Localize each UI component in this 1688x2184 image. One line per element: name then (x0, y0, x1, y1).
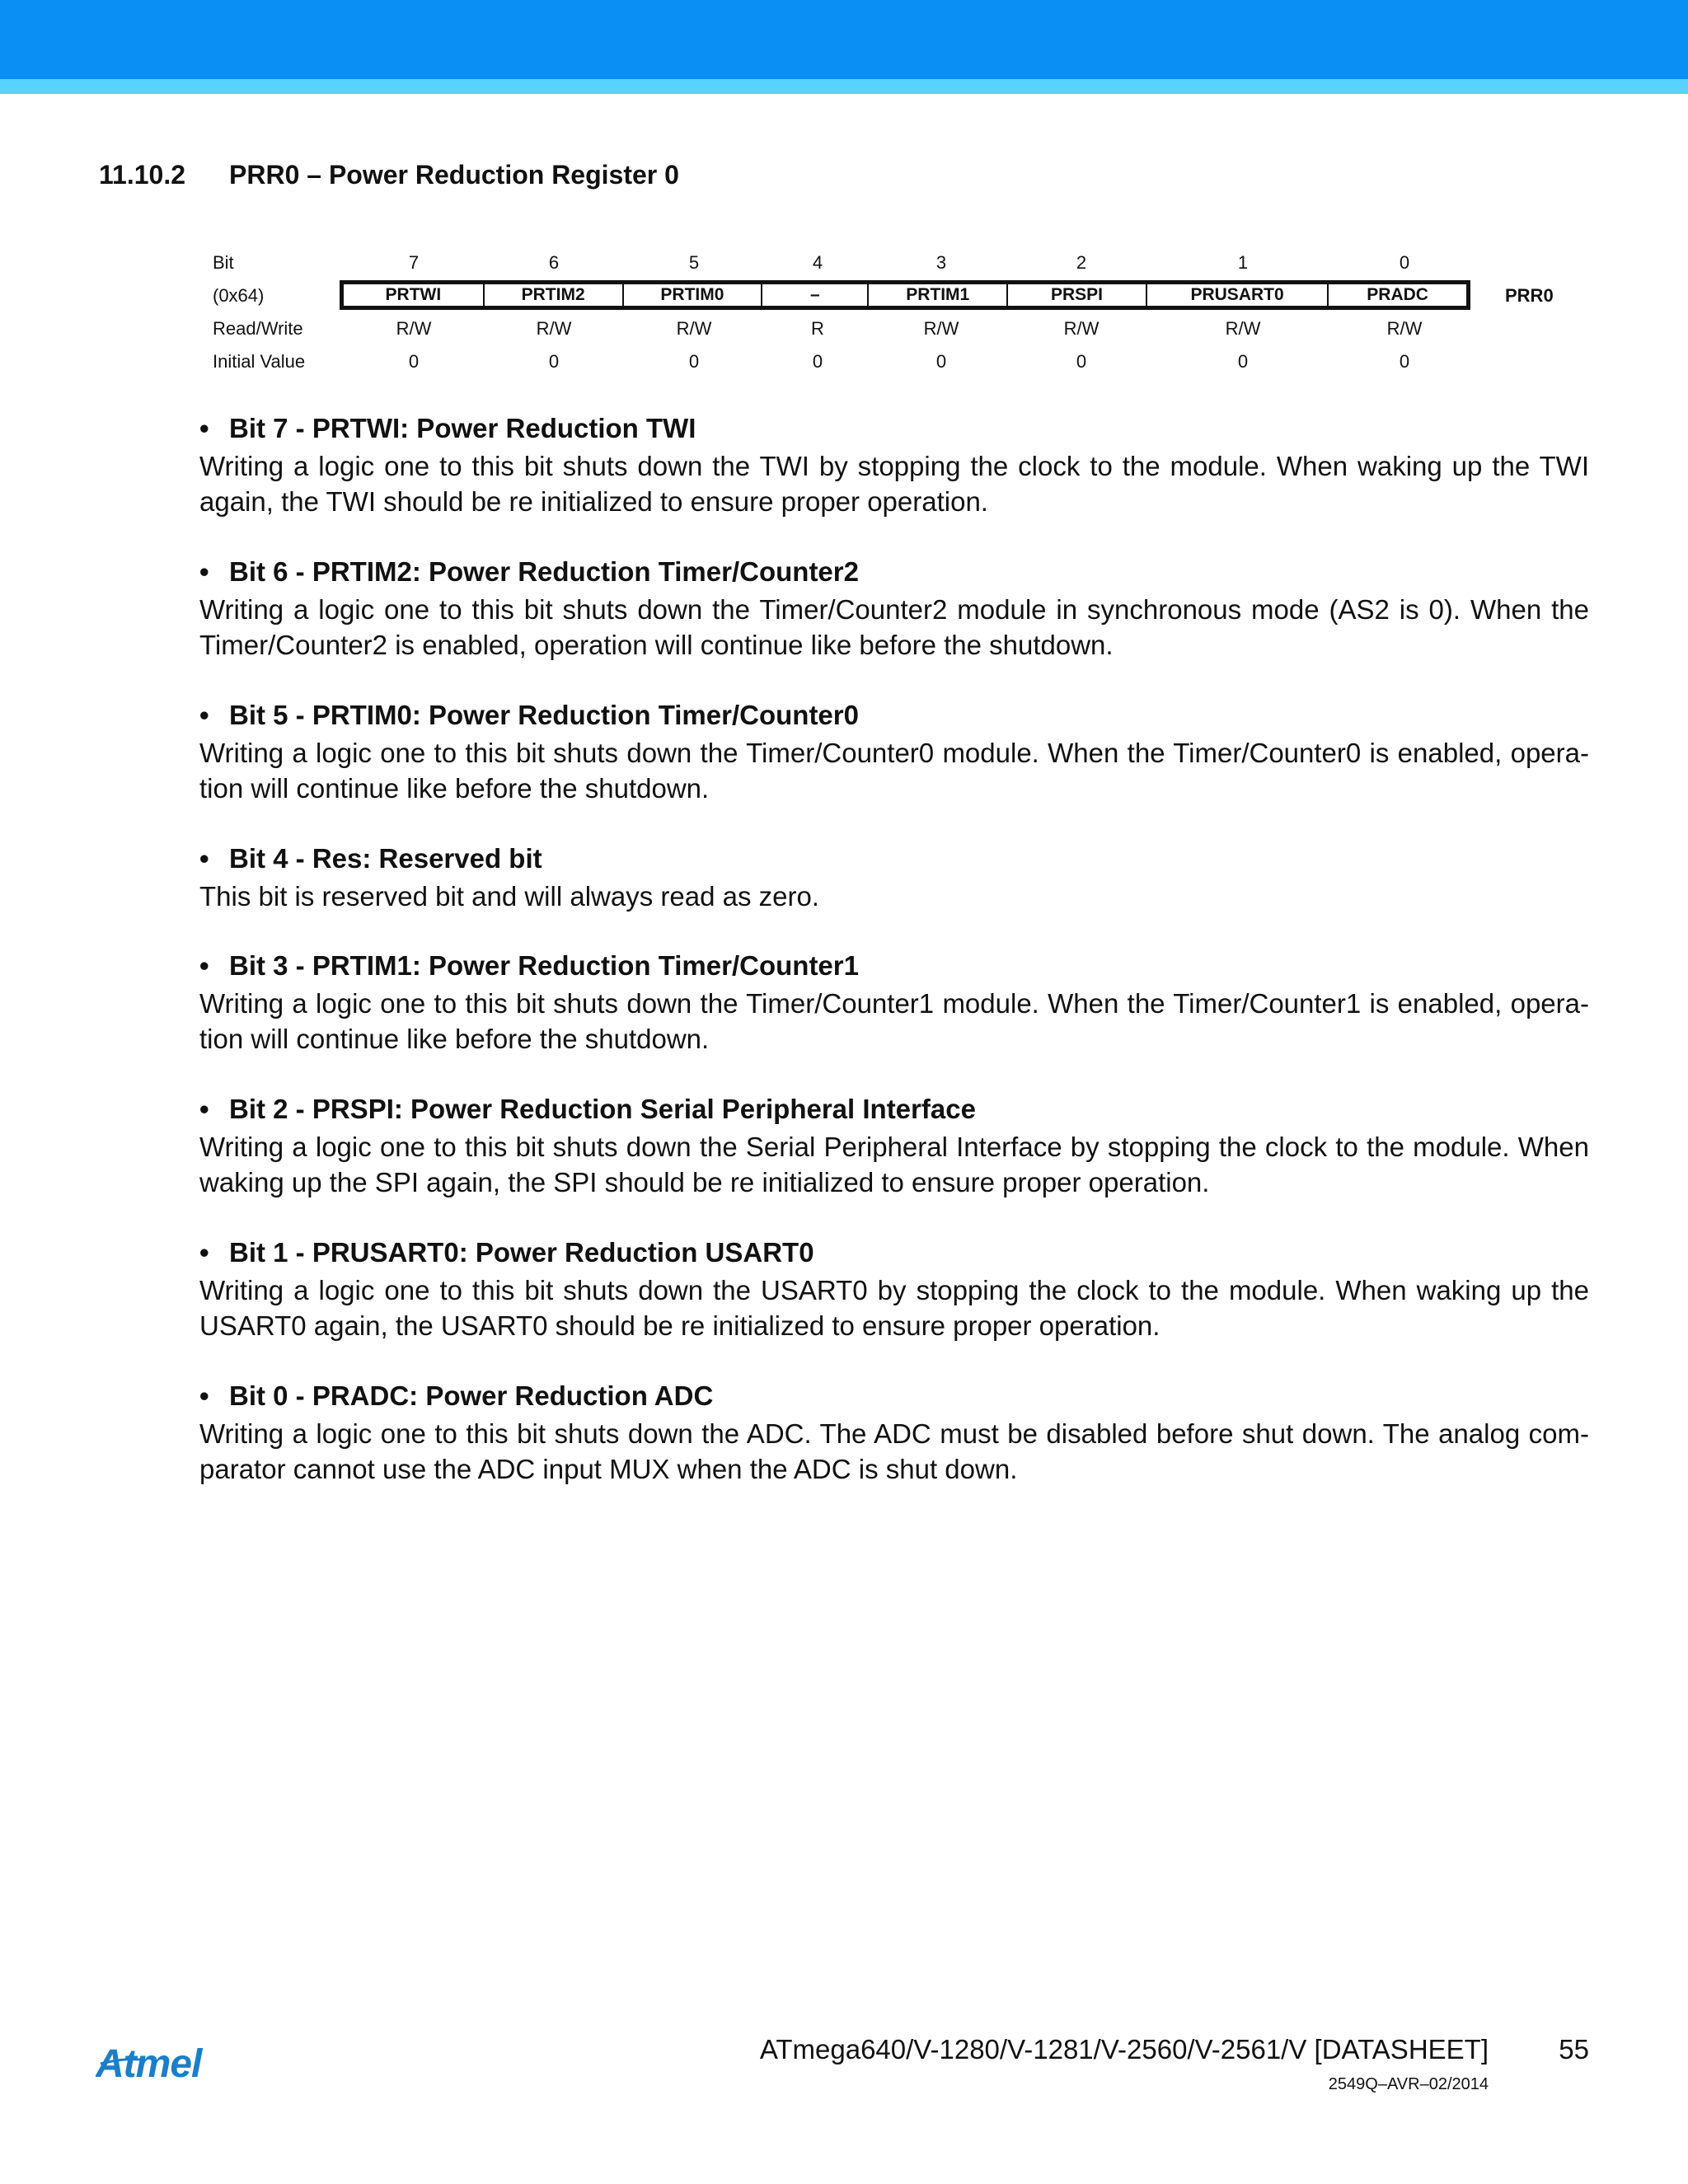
bullet-icon: • (199, 700, 209, 730)
register-field-bit-3: PRTIM1 (867, 284, 1006, 306)
bit-number-bit-2: 2 (1076, 252, 1087, 273)
rw-value-bit-4: R (811, 318, 824, 339)
page-number: 55 (1559, 2034, 1589, 2064)
bit-description (199, 555, 1589, 663)
rw-value-bit-0: R/W (1386, 318, 1423, 339)
register-field-bit-0: PRADC (1327, 284, 1466, 306)
bit-heading-text: Bit 7 - PRTWI: Power Reduction TWI (229, 413, 696, 443)
bit-heading (199, 699, 1589, 732)
initial-value-bit-7: 0 (408, 351, 420, 372)
document-title: ATmega640/V-1280/V-1281/V-2560/V-2561/V [DATASHEET] (759, 2034, 1489, 2064)
section-number: 11.10.2 (99, 160, 185, 190)
bit-heading-text: Bit 4 - Res: Reserved bit (229, 843, 542, 874)
bit-heading (199, 1236, 1589, 1269)
bit-number-bit-3: 3 (935, 252, 947, 273)
bit-body: Writing a logic one to this bit shuts down the Timer/Counter1 module. When the Timer/Counter1 is enabled, opera-tion will continue like before the shutdown. (199, 988, 1589, 1054)
init-row-label: Initial Value (213, 351, 306, 372)
bit-heading-text: Bit 6 - PRTIM2: Power Reduction Timer/Counter2 (229, 556, 859, 587)
bit-heading (199, 949, 1589, 982)
register-field-bit-7: PRTWI (385, 285, 442, 304)
svg-text:Atmel: Atmel (96, 2042, 202, 2086)
section-title: PRR0 – Power Reduction Register 0 (229, 160, 679, 190)
bit-description (199, 1236, 1589, 1343)
bit-body: Writing a logic one to this bit shuts down the USART0 by stopping the clock to the module. When waking up the USART0 again, the USART0 should be re initialized to ensure proper operation. (199, 1275, 1589, 1341)
register-field-bit-1: PRUSART0 (1146, 284, 1327, 306)
bit-body: Writing a logic one to this bit shuts down the ADC. The ADC must be disabled before shut down. The analog com-parator cannot use the ADC input MUX when the ADC is shut down. (199, 1418, 1589, 1484)
bit-heading-text: Bit 2 - PRSPI: Power Reduction Serial Peripheral Interface (229, 1094, 976, 1124)
bullet-icon: • (199, 1380, 209, 1411)
initial-value-bit-4: 0 (812, 351, 823, 372)
bullet-icon: • (199, 413, 209, 443)
rw-value-bit-5: R/W (676, 318, 712, 339)
initial-value-bit-3: 0 (935, 351, 947, 372)
bit-description (199, 412, 1589, 519)
initial-value-bit-6: 0 (548, 351, 560, 372)
rw-value-bit-6: R/W (536, 318, 572, 339)
bit-description (199, 949, 1589, 1057)
bit-body: Writing a logic one to this bit shuts down the Timer/Counter2 module in synchronous mode (AS2 is 0). When the Timer/Counter2 is enabled, operation will continue like before the shutdown. (199, 594, 1589, 660)
document-code: 2549Q–AVR–02/2014 (1328, 2075, 1489, 2093)
rw-value-bit-3: R/W (923, 318, 959, 339)
header-bar (0, 0, 1688, 79)
bit-heading (199, 555, 1589, 588)
bit-body: This bit is reserved bit and will always read as zero. (199, 881, 819, 912)
bullet-icon: • (199, 950, 209, 981)
initial-value-bit-0: 0 (1399, 351, 1410, 372)
bit-number-bit-6: 6 (548, 252, 560, 273)
rw-row-label: Read/Write (213, 318, 303, 339)
bit-description (199, 842, 1589, 914)
bit-heading-text: Bit 5 - PRTIM0: Power Reduction Timer/Counter0 (229, 700, 859, 730)
register-field-bit-6: PRTIM2 (483, 284, 622, 306)
bit-body: Writing a logic one to this bit shuts down the Timer/Counter0 module. When the Timer/Counter0 is enabled, opera-tion will continue like before the shutdown. (199, 738, 1589, 804)
rw-value-bit-1: R/W (1225, 318, 1261, 339)
register-field-bit-5: PRTIM0 (622, 284, 762, 306)
bit-body: Writing a logic one to this bit shuts down the Serial Peripheral Interface by stopping the clock to the module. When waking up the SPI again, the SPI should be re initialized to ensure proper operation. (199, 1132, 1589, 1197)
bit-number-bit-0: 0 (1399, 252, 1410, 273)
atmel-logo (96, 2039, 239, 2088)
bit-heading-text: Bit 3 - PRTIM1: Power Reduction Timer/Counter1 (229, 950, 859, 981)
bit-body: Writing a logic one to this bit shuts down the TWI by stopping the clock to the module. When waking up the TWI again, the TWI should be re initialized to ensure proper operation. (199, 451, 1589, 517)
bit-heading (199, 1093, 1589, 1126)
initial-value-bit-1: 0 (1237, 351, 1249, 372)
register-field-bit-4: – (761, 284, 867, 306)
bit-number-bit-1: 1 (1237, 252, 1249, 273)
initial-value-bit-5: 0 (688, 351, 700, 372)
bit-number-bit-7: 7 (408, 252, 420, 273)
bullet-icon: • (199, 1237, 209, 1268)
bit-heading (199, 412, 1589, 445)
bullet-icon: • (199, 556, 209, 587)
bullet-icon: • (199, 1094, 209, 1124)
bit-number-bit-5: 5 (688, 252, 700, 273)
bit-heading (199, 1380, 1589, 1413)
address-label: (0x64) (213, 285, 265, 306)
bit-description (199, 1380, 1589, 1487)
header-stripe (0, 79, 1688, 94)
bit-heading (199, 842, 1589, 875)
bit-description (199, 699, 1589, 806)
bit-row-label: Bit (213, 252, 234, 273)
initial-value-bit-2: 0 (1076, 351, 1087, 372)
register-name: PRR0 (1505, 285, 1554, 306)
rw-value-bit-7: R/W (396, 318, 432, 339)
register-field-bit-2: PRSPI (1006, 284, 1146, 306)
bit-description (199, 1093, 1589, 1200)
bullet-icon: • (199, 843, 209, 874)
rw-value-bit-2: R/W (1063, 318, 1100, 339)
register-fields (340, 280, 1470, 310)
bit-heading-text: Bit 1 - PRUSART0: Power Reduction USART0 (229, 1237, 814, 1268)
bit-number-bit-4: 4 (812, 252, 823, 273)
bit-heading-text: Bit 0 - PRADC: Power Reduction ADC (229, 1380, 714, 1411)
